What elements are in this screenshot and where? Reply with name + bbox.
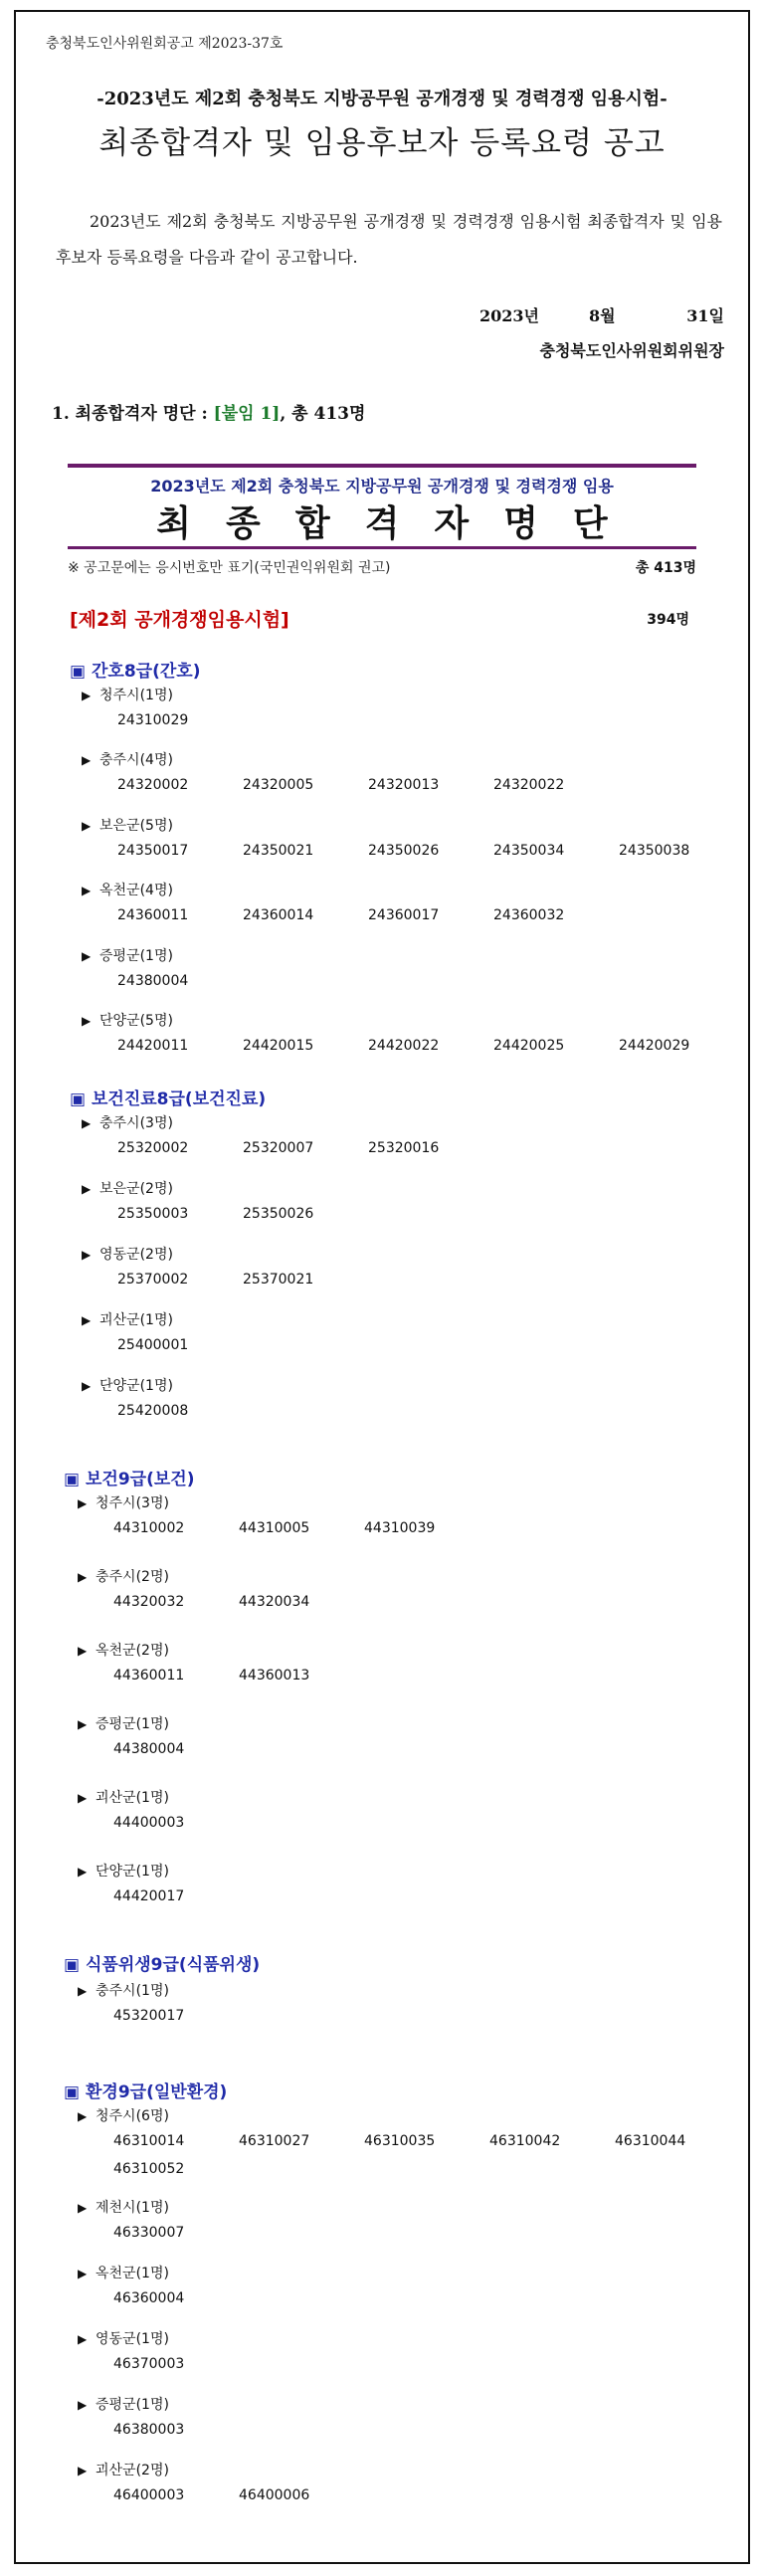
region-label: 영동군(2명) [99, 1247, 173, 1263]
region-label: 단양군(1명) [99, 1378, 173, 1394]
region-label: 옥천군(2명) [96, 1643, 169, 1659]
triangle-bullet-icon: ▶ [82, 1014, 92, 1028]
applicant-number: 44310002 [113, 1520, 185, 1536]
region-heading [82, 1112, 173, 1132]
applicant-number: 44320034 [239, 1594, 310, 1610]
applicant-number: 25420008 [117, 1403, 189, 1419]
region-heading [78, 2394, 169, 2414]
date-day: 31일 [686, 306, 724, 325]
applicant-number: 24320005 [243, 777, 314, 793]
applicant-number: 24350038 [619, 843, 690, 859]
region-heading [82, 945, 173, 965]
triangle-bullet-icon: ▶ [82, 1182, 92, 1196]
applicant-number: 46400006 [239, 2487, 310, 2503]
applicant-number: 25370002 [117, 1272, 189, 1288]
region-label: 청주시(1명) [99, 688, 173, 703]
applicant-number: 45320017 [113, 2008, 185, 2024]
exam-count: 394명 [647, 612, 689, 628]
applicant-number: 25320007 [243, 1140, 314, 1156]
applicant-number: 24350026 [368, 843, 440, 859]
applicant-number: 24360014 [243, 907, 314, 923]
applicant-number: 24420015 [243, 1038, 314, 1054]
applicant-number: 46330007 [113, 2225, 185, 2241]
applicant-number: 44320032 [113, 1594, 185, 1610]
applicant-number: 24360011 [117, 907, 189, 923]
applicant-number: 44310005 [239, 1520, 310, 1536]
attachment-list-title: 최종합격자명단 [156, 503, 643, 544]
category-heading: ▣ 보건진료8급(보건진료) [70, 1090, 267, 1109]
exam-name: [제2회 공개경쟁임용시험] [70, 609, 289, 631]
applicant-number: 24420022 [368, 1038, 440, 1054]
applicant-number: 46310044 [615, 2133, 686, 2149]
applicant-number: 24360017 [368, 907, 440, 923]
applicant-number: 46310052 [113, 2161, 185, 2177]
triangle-bullet-icon: ▶ [78, 1570, 88, 1584]
divider-top [68, 464, 696, 468]
notice-number: 충청북도인사위원회공고 제2023-37호 [46, 36, 284, 52]
region-label: 보은군(2명) [99, 1181, 173, 1197]
attachment-exam-title: 2023년도 제2회 충청북도 지방공무원 공개경쟁 및 경력경쟁 임용 [150, 477, 614, 495]
region-label: 충주시(2명) [96, 1569, 169, 1585]
applicant-number: 24320002 [117, 777, 189, 793]
applicant-number: 24310029 [117, 712, 189, 728]
region-label: 청주시(6명) [96, 2108, 169, 2124]
triangle-bullet-icon: ▶ [78, 1865, 88, 1879]
applicant-number: 24380004 [117, 973, 189, 989]
applicant-number: 44420017 [113, 1888, 185, 1904]
region-heading [82, 1375, 173, 1395]
region-heading [82, 749, 173, 769]
applicant-number: 46310014 [113, 2133, 185, 2149]
triangle-bullet-icon: ▶ [78, 1791, 88, 1805]
region-heading [78, 2197, 169, 2217]
triangle-bullet-icon: ▶ [82, 1313, 92, 1327]
region-heading [78, 1861, 169, 1881]
applicant-number: 24420025 [493, 1038, 565, 1054]
triangle-bullet-icon: ▶ [78, 1496, 88, 1510]
region-label: 충주시(4명) [99, 752, 173, 768]
triangle-bullet-icon: ▶ [78, 2332, 88, 2346]
region-heading [78, 2263, 169, 2282]
region-label: 영동군(1명) [96, 2331, 169, 2347]
privacy-note: ※ 공고문에는 응시번호만 표기(국민권익위원회 권고) [68, 560, 391, 576]
applicant-number: 25370021 [243, 1272, 314, 1288]
applicant-number: 24350021 [243, 843, 314, 859]
category-heading: ▣ 식품위생9급(식품위생) [64, 1955, 261, 1975]
region-label: 제천시(1명) [96, 2200, 169, 2216]
applicant-number: 25350026 [243, 1206, 314, 1222]
triangle-bullet-icon: ▶ [78, 2201, 88, 2215]
region-heading [82, 815, 173, 835]
region-heading [78, 1980, 169, 2000]
triangle-bullet-icon: ▶ [82, 689, 92, 702]
region-heading [78, 1713, 169, 1733]
region-heading [78, 2105, 169, 2125]
triangle-bullet-icon: ▶ [78, 2109, 88, 2123]
region-heading [78, 1640, 169, 1660]
region-label: 괴산군(2명) [96, 2463, 169, 2478]
applicant-number: 25320016 [368, 1140, 440, 1156]
applicant-number: 46370003 [113, 2356, 185, 2372]
region-heading [78, 1787, 169, 1807]
applicant-number: 46380003 [113, 2422, 185, 2438]
triangle-bullet-icon: ▶ [82, 1248, 92, 1262]
applicant-number: 44360011 [113, 1668, 185, 1684]
document-subtitle: -2023년도 제2회 충청북도 지방공무원 공개경쟁 및 경력경쟁 임용시험- [96, 89, 668, 109]
region-label: 충주시(1명) [96, 1983, 169, 1999]
applicant-number: 44400003 [113, 1815, 185, 1831]
triangle-bullet-icon: ▶ [78, 2267, 88, 2280]
region-label: 보은군(5명) [99, 818, 173, 834]
region-label: 증평군(1명) [96, 2397, 169, 2413]
region-label: 옥천군(1명) [96, 2266, 169, 2281]
region-label: 충주시(3명) [99, 1115, 173, 1131]
issuer: 충청북도인사위원회위원장 [539, 341, 724, 360]
total-count: 총 413명 [635, 560, 696, 576]
category-heading: ▣ 간호8급(간호) [70, 662, 201, 682]
region-label: 단양군(5명) [99, 1013, 173, 1029]
section-1-prefix: 1. 최종합격자 명단 : [52, 404, 214, 424]
triangle-bullet-icon: ▶ [82, 884, 92, 897]
triangle-bullet-icon: ▶ [82, 1379, 92, 1393]
region-heading [82, 1010, 173, 1030]
applicant-number: 24420011 [117, 1038, 189, 1054]
region-label: 증평군(1명) [96, 1716, 169, 1732]
applicant-number: 46310027 [239, 2133, 310, 2149]
applicant-number: 46360004 [113, 2290, 185, 2306]
triangle-bullet-icon: ▶ [78, 2464, 88, 2477]
applicant-number: 25400001 [117, 1337, 189, 1353]
document-title: 최종합격자 및 임용후보자 등록요령 공고 [98, 125, 666, 161]
applicant-number: 44310039 [364, 1520, 436, 1536]
notice-date [479, 303, 724, 326]
triangle-bullet-icon: ▶ [78, 1984, 88, 1998]
region-label: 괴산군(1명) [99, 1312, 173, 1328]
applicant-number: 24320013 [368, 777, 440, 793]
region-heading [82, 880, 173, 899]
date-month: 8월 [589, 306, 616, 325]
category-heading: ▣ 보건9급(보건) [64, 1470, 195, 1489]
triangle-bullet-icon: ▶ [82, 1116, 92, 1130]
section-1-heading [52, 399, 365, 424]
region-heading [82, 1309, 173, 1329]
region-label: 단양군(1명) [96, 1864, 169, 1880]
region-heading [82, 685, 173, 704]
region-heading [78, 1566, 169, 1586]
region-heading [78, 1492, 169, 1512]
applicant-number: 25350003 [117, 1206, 189, 1222]
applicant-number: 24320022 [493, 777, 565, 793]
triangle-bullet-icon: ▶ [82, 949, 92, 963]
applicant-number: 46310042 [489, 2133, 561, 2149]
triangle-bullet-icon: ▶ [78, 1717, 88, 1731]
triangle-bullet-icon: ▶ [82, 753, 92, 767]
region-heading [82, 1178, 173, 1198]
section-1-suffix: , 총 413명 [280, 404, 366, 424]
applicant-number: 46310035 [364, 2133, 436, 2149]
applicant-number: 24420029 [619, 1038, 690, 1054]
region-heading [78, 2328, 169, 2348]
triangle-bullet-icon: ▶ [78, 2398, 88, 2412]
applicant-number: 44360013 [239, 1668, 310, 1684]
triangle-bullet-icon: ▶ [82, 819, 92, 833]
intro-paragraph: 2023년도 제2회 충청북도 지방공무원 공개경쟁 및 경력경쟁 임용시험 최종합격자 및 임용후보자 등록요령을 다음과 같이 공고합니다. [56, 212, 722, 267]
applicant-number: 24350017 [117, 843, 189, 859]
region-label: 옥천군(4명) [99, 883, 173, 898]
region-heading [78, 2460, 169, 2479]
region-label: 청주시(3명) [96, 1495, 169, 1511]
region-label: 괴산군(1명) [96, 1790, 169, 1806]
region-heading [82, 1244, 173, 1264]
applicant-number: 24360032 [493, 907, 565, 923]
date-year: 2023년 [479, 306, 539, 325]
applicant-number: 24350034 [493, 843, 565, 859]
category-heading: ▣ 환경9급(일반환경) [64, 2082, 228, 2102]
region-label: 증평군(1명) [99, 948, 173, 964]
triangle-bullet-icon: ▶ [78, 1644, 88, 1658]
applicant-number: 46400003 [113, 2487, 185, 2503]
applicant-number: 25320002 [117, 1140, 189, 1156]
attachment-reference: [붙임 1] [213, 404, 281, 424]
divider-bottom [68, 546, 696, 549]
applicant-number: 44380004 [113, 1741, 185, 1757]
